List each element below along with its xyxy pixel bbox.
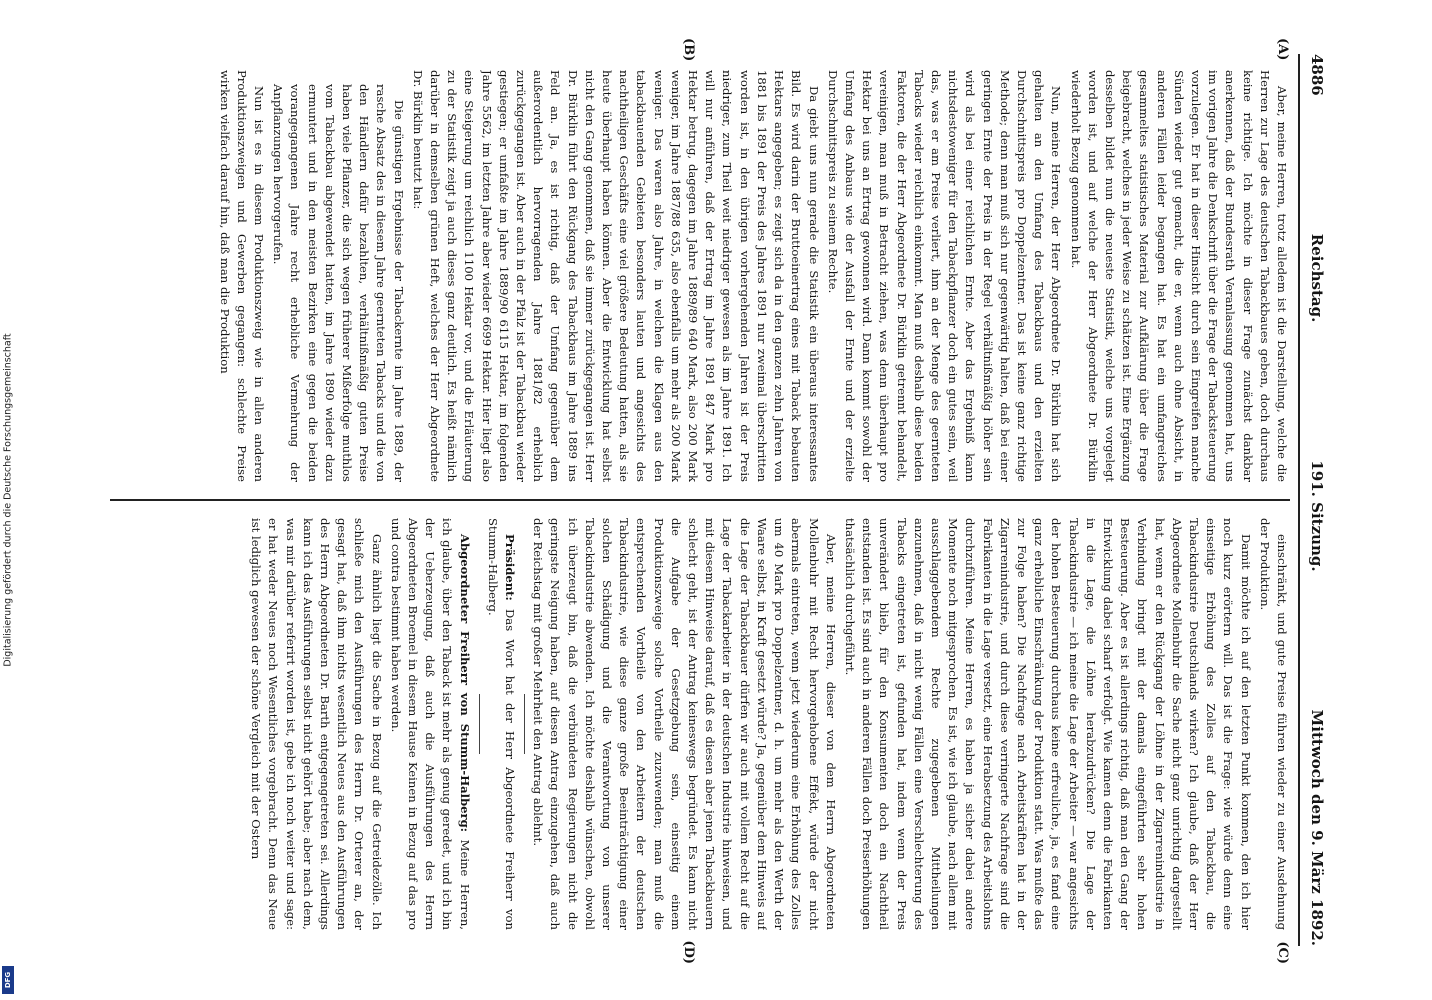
document-page: [96, 30, 1336, 970]
digitization-text: Digitalisierung gefördert durch die Deutsche Forschungsgemeinschaft: [2, 333, 14, 667]
session-date: Mittwoch den 9. März 1892.: [1308, 709, 1326, 946]
left-column: [110, 70, 1290, 482]
right-column: [110, 518, 1290, 930]
section-separator: [479, 694, 480, 754]
paragraph: einschränkt, und gute Preise führen wieder zu einer Ausdehnung der Produktion.: [1257, 518, 1289, 930]
session-label: 191. Sitzung.: [1308, 460, 1326, 572]
margin-marker-d: (D): [681, 940, 696, 964]
page-header: [1304, 54, 1326, 946]
publication-title: Reichstag.: [1308, 233, 1326, 323]
speech-text: Das Wort hat der Herr Abgeordnete Freiherr von Stumm-Halberg.: [485, 518, 518, 930]
paragraph: Nun ist es in diesem Produktionszweig wie in allen anderen Produktionszweigen und Gewerben gegangen: schlechte Preise wirken vielfach darauf hin, daß man die Produktion: [217, 70, 267, 482]
speech-text: Meine Herren, ich glaube, über den Taback ist mehr als genug geredet, und ich bin der Ueberzeugung, daß auch die Ausführungen des Herrn Abgeordneten Broemel in diesem Hause Keinen in Bezug auf das pro und contra bestimmt haben werden.: [388, 518, 472, 930]
margin-marker-c: (C): [1275, 941, 1290, 964]
dfg-logo-icon: DFG: [2, 966, 14, 994]
paragraph: Damit möchte ich auf den letzten Punkt kommen, den ich hier noch kurz erörtern will. Das ist die Frage: wie würde denn eine einseitige Erhöhung des Zolles auf den Tabackbau, die Tabackindustrie Deutschlands wirken? Ich glaube, daß der Herr Abgeordnete Mollenbuhr die Sache nicht ganz unrichtig dargestellt hat, wenn er den Rückgang der Löhne in der Zigarrenindustrie in Verbindung bringt mit der damals eingeführten sehr hohen Besteuerung. Aber es ist allerdings richtig, daß man den Gang der Entwicklung dabei scharf verfolgt. Wie kamen denn die Fabrikanten in die Lage, die Löhne herabzudrücken? Die Lage der Tabackindustrie — ich meine die Lage der Arbeiter — war angesichts der hohen Besteuerung durchaus keine erfreuliche, ja, es fand eine ganz erhebliche Einschränkung der Produktion statt. Was mußte das zur Folge haben? Die Nachfrage nach Arbeitskräften hat in der Zigarrenindustrie, und durch diese verringerte Nachfrage sind die Fabrikanten in die Lage versetzt, eine Herabsetzung des Arbeitslohns durchzuführen. Meine Herren, es haben ja sicher dabei andere Momente noch mitgesprochen. Es ist, wie ich glaube, nach allem mit ausschlaggebendem Rechte zugegebenen Mittheilungen anzunehmen, daß in nicht wenig Fällen eine Verschlechterung des Tabacks eingetreten ist, gefunden hat, indem wenn der Preis unverändert blieb, für den Konsumenten doch ein Nachtheil entstanden ist. Es sind auch in anderen Fällen doch Preiserhöhungen thatsächlich durchgeführt.: [842, 518, 1253, 930]
speaker-name: Abgeordneter Freiherr von Stumm-Halberg:: [457, 534, 472, 833]
speech-paragraph: [484, 518, 518, 930]
paragraph: Nun, meine Herren, der Herr Abgeordnete Dr. Bürklin hat sich gehalten an den Umfang des Tabackbaus und den erzielten Durchschnittspreis pro Doppelzentner. Das ist keine ganz richtige Methode; denn man muß sich nur gegenwärtig halten, daß bei einer geringen Ernte der Preis in der Regel verhältnißmäßig höher sein wird als bei einer reichlichen Ernte. Aber das Ergebniß kann nichtsdestoweniger für den Tabackpflanzer doch ein gutes sein, weil das, was er am Preise verliert, ihm an der Menge des geernteten Tabacks wieder reichlich einkommt. Man muß deshalb diese beiden Faktoren, die der Herr Abgeordnete Dr. Bürklin getrennt behandelt, vereinigen, man muß in Betracht ziehen, was denn überhaupt pro Hektar bei uns an Ertrag gewonnen wird. Dann kommt sowohl der Umfang des Anbaus wie der Ausfall der Ernte und der erzielte Durchschnittspreis zu seinem Rechte.: [825, 70, 1064, 482]
paragraph: Ganz ähnlich liegt die Sache in Bezug auf die Getreidezölle. Ich schließe mich den Ausführungen des Herrn Dr. Orterer an, der gesagt hat, daß ihm nichts wesentlich Neues aus den Ausführungen des Herrn Abgeordneten Dr. Barth entgegengetreten sei. Allerdings kann ich das Ausführungen selbst nicht gehört habe; aber nach dem, was mir darüber referirt worden ist, gebe ich noch weiter und sage: er hat weder Neues noch Wesentliches vorgebracht. Denn das Neue ist lediglich gewesen der schöne Vergleich mit der Ostern: [249, 518, 384, 930]
header-rule: [1298, 54, 1300, 946]
block-quote: Die günstigen Ergebnisse der Tabackernte im Jahre 1889, der rasche Absatz des in diesem Jahre geernteten Tabacks und die von den Händlern dafür bezahlten, verhältnißmäßig guten Preise haben viele Pflanzer, die sich wegen früherer Mißerfolge muthlos vom Tabackbau abgewendet hatten, im Jahre 1890 wieder dazu ermuntert und in den meisten Bezirken eine gegen die beiden vorangegangenen Jahre recht erhebliche Vermehrung der Anpflanzungen hervorgerufen.: [271, 84, 406, 482]
speech-paragraph: [387, 518, 473, 930]
paragraph: Aber, meine Herren, dieser von dem Herrn Abgeordneten Mollenbuhr mit Recht hervorgehobene Effekt, würde der nicht abermals eintreten, wenn jetzt wiederum eine Erhöhung des Zolles um 40 Mark pro Doppelzentner, d. h. um mehr als den Werth der Waare selbst, in Kraft gesetzt würde? Ja, gegenüber dem Hinweis auf die Lage der Tabackbauer dürfen wir auch mit vollem Recht auf die Lage der Tabackarbeiter in der deutschen Industrie hinweisen, und mit diesem Hinweise darauf, daß es diesen aber jenen Tabackbauern schlecht geht, ist der Antrag keineswegs begründet. Es kann nicht die Aufgabe der Gesetzgebung sein, einseitig einem Produktionszweige solche Vortheile zuzuwenden; man muß die entsprechenden Vortheile von den Arbeitern der deutschen Tabackindustrie, wie diese ganze große Beeinträchtigung einer solchen Schädigung und die Verantwortung von unserer Tabackindustrie abwenden. Ich möchte deshalb wünschen, obwohl ich überzeugt bin, daß die verbündeten Regierungen nicht die geringste Neigung haben, auf diesen Antrag einzugehen, daß auch der Reichstag mit großer Mehrheit den Antrag ablehnt.: [531, 518, 838, 930]
digitization-note: [0, 0, 16, 1000]
column-divider: [110, 499, 1290, 501]
paragraph: Aber, meine Herren, trotz alledem ist die Darstellung, welche die Herren zur Lage des deutschen Tabackbaues geben, doch durchaus keine richtige. Ich möchte in dieser Frage zunächst dankbar anerkennen, daß der Bundesrath Veranlassung genommen hat, uns im vorigen Jahre die Denkschrift über die Frage der Tabacksteuerung vorzulegen. Er hat in dieser Hinsicht durch sein Eingreifen manche Sünden wieder gut gemacht, die er, wenn auch ohne Absicht, in anderen Fällen leider begangen hat. Es hat ein umfangreiches gesammeltes statistisches Material zur Aufklärung über die Frage beigebracht, welches in jeder Weise zu schätzen ist. Eine Ergänzung desselben bildet nun die neueste Statistik, welche uns vorgelegt worden ist, und auf welche der Herr Abgeordnete Dr. Bürklin wiederholt Bezug genommen hat.: [1068, 70, 1289, 482]
section-separator: [524, 694, 525, 754]
paragraph: Da giebt uns nun gerade die Statistik ein überaus interessantes Bild. Es wird darin der Bruttoeinertrag eines mit Taback bebauten Hektars angegeben; es zeigt sich da in den ganzen zehn Jahren von 1881 bis 1891 der Preis des Jahres 1891 nur zweimal überschritten worden ist, in den übrigen vorhergehenden Jahren ist der Preis niedriger, zum Theil weit niedriger gewesen als im Jahre 1891. Ich will nur anführen, daß der Ertrag im Jahre 1891 847 Mark pro Hektar betrug, dagegen im Jahre 1889/89 640 Mark, also 200 Mark weniger, im Jahre 1887/88 635, also ebenfalls um mehr als 200 Mark weniger. Das waren also Jahre, in welchen die Klagen aus den tabackbauenden Gebieten besonders lauten und angesichts des nachtheiligen Geschäfts eine viel größere Bedeutung hatten, als sie heute überhaupt haben können. Aber die Entwicklung hat selbst nicht den Gang genommen, daß sie immer zurückgegangen ist. Herr Dr. Bürklin führt den Rückgang des Tabackbaus im Jahre 1889 ins Feld an. Ja, es ist richtig, daß der Umfang gegenüber dem außerordentlich hervorragenden Jahre 1881/82 erheblich zurückgegangen ist. Aber auch in der Pfalz ist der Tabackbau wieder gestiegen; er umfaßte im Jahre 1889/90 6115 Hektar, im folgenden Jahre 5562, im letzten Jahre aber wieder 6699 Hektar. Hier liegt also eine Steigerung um reichlich 1100 Hektar vor, und die Erläuterung zu der Statistik zeigt ja auch dieses ganz deutlich. Es heißt nämlich darüber in demselben grünen Heft, welches der Herr Abgeordnete Dr. Bürklin benutzt hat:: [410, 70, 821, 482]
page-number: 4886: [1308, 54, 1326, 96]
speaker-name: Präsident:: [503, 534, 518, 601]
margin-marker-b: (B): [681, 38, 696, 62]
margin-marker-a: (A): [1275, 38, 1290, 61]
